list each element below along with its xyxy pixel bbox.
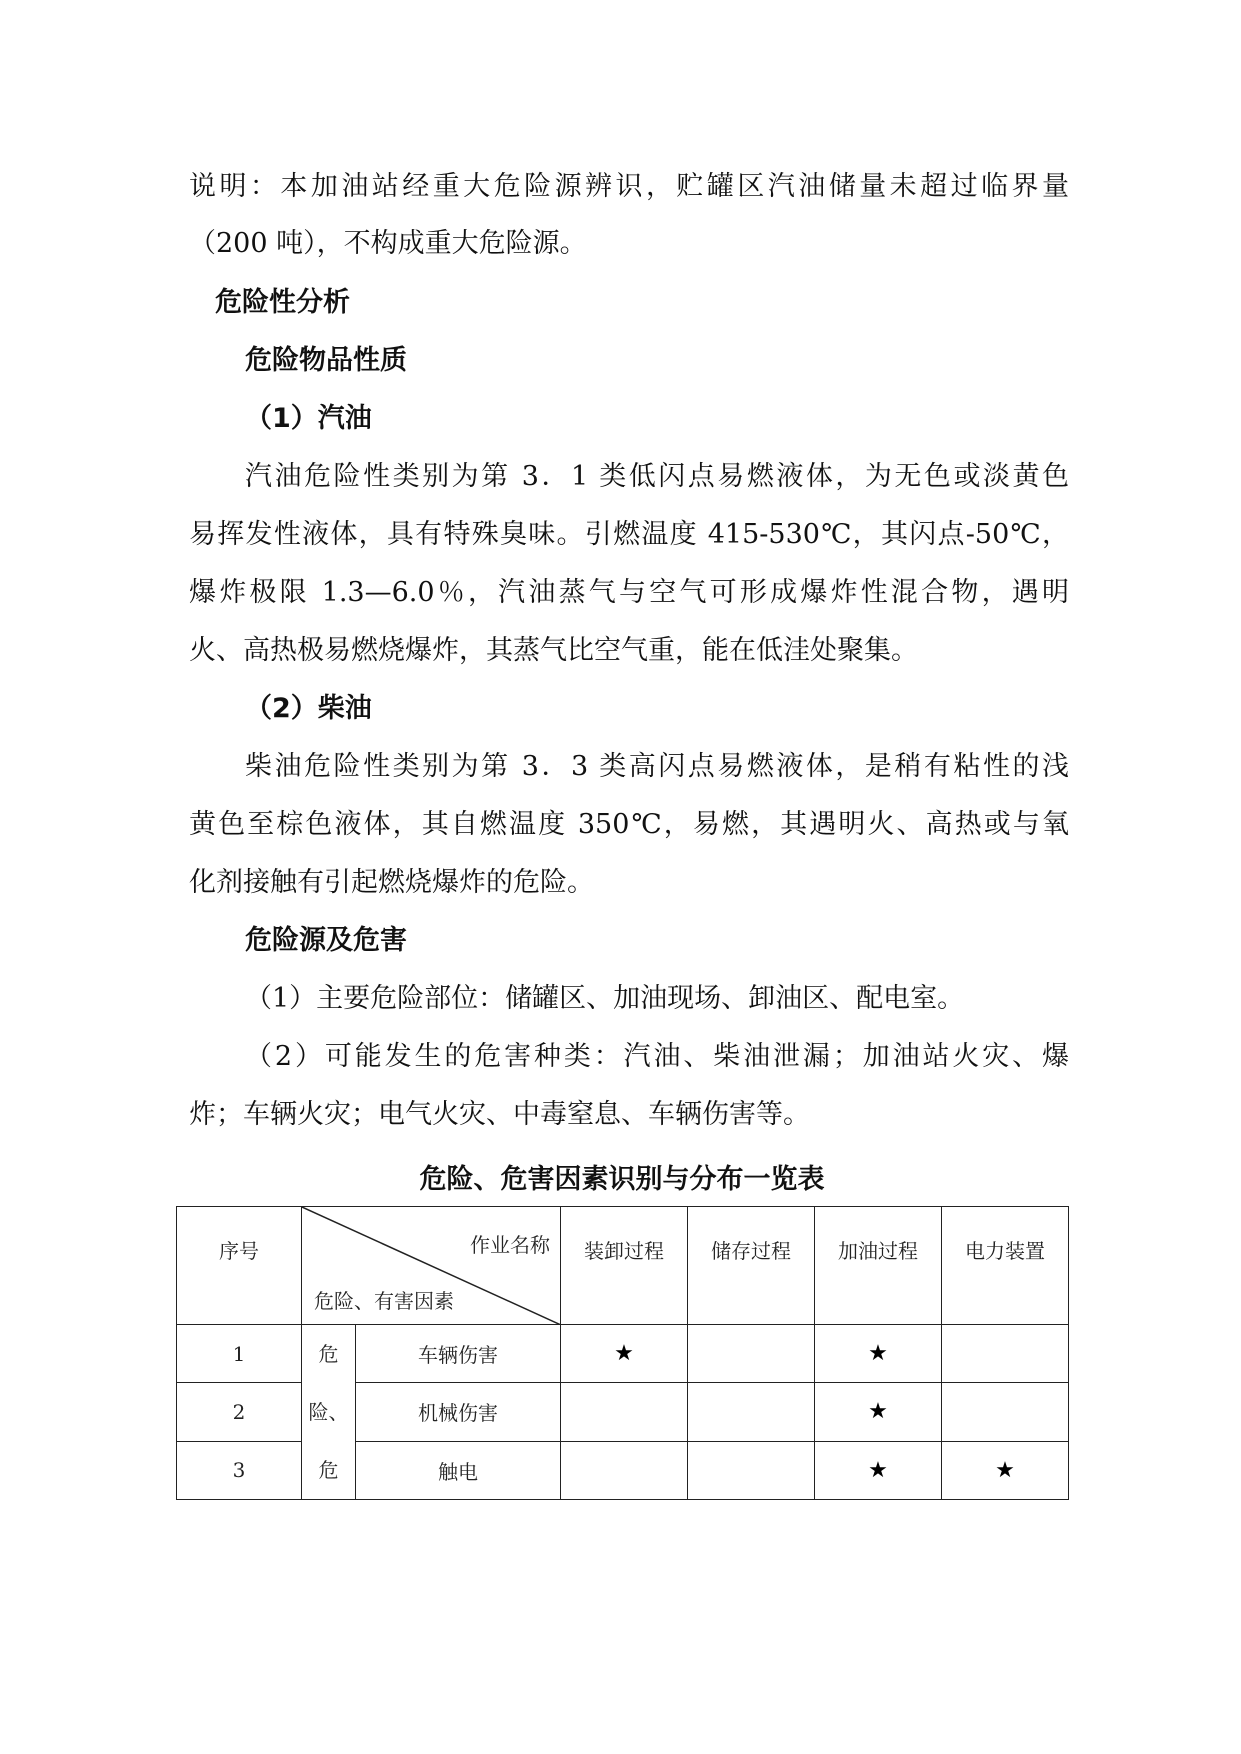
group-char: 险、 [308, 1400, 349, 1424]
header-operation-name: 作业名称 [470, 1233, 550, 1257]
table-header-row [177, 1207, 1069, 1325]
header-col-loading: 装卸过程 [561, 1207, 688, 1325]
gasoline-para-line-3: 爆炸极限 1.3—6.0％，汽油蒸气与空气可形成爆炸性混合物，遇明 [189, 577, 1069, 608]
gasoline-para-line-2: 易挥发性液体，具有特殊臭味。引燃温度 415-530℃，其闪点-50℃， [189, 519, 1069, 550]
hazard-locations-line: （1）主要危险部位：储罐区、加油现场、卸油区、配电室。 [245, 983, 965, 1014]
mark-cell: ★ [815, 1325, 942, 1383]
row-seq: 3 [177, 1441, 302, 1499]
group-char: 危 [318, 1342, 339, 1366]
heading-gasoline: （1）汽油 [245, 403, 372, 434]
table-title: 危险、危害因素识别与分布一览表 [419, 1164, 825, 1195]
row-hazard-name: 车辆伤害 [356, 1325, 561, 1383]
hazard-distribution-table [176, 1206, 1069, 1500]
gasoline-para-line-1: 汽油危险性类别为第 3．1 类低闪点易燃液体，为无色或淡黄色 [245, 461, 1069, 492]
mark-cell: ★ [561, 1325, 688, 1383]
diesel-para-line-1: 柴油危险性类别为第 3．3 类高闪点易燃液体，是稍有粘性的浅 [245, 751, 1069, 782]
header-seq: 序号 [177, 1207, 302, 1325]
group-label-cell [302, 1325, 356, 1500]
gasoline-para-line-4: 火、高热极易燃烧爆炸，其蒸气比空气重，能在低洼处聚集。 [189, 635, 918, 666]
table-row [177, 1325, 1069, 1383]
mark-cell [942, 1325, 1069, 1383]
row-seq: 1 [177, 1325, 302, 1383]
mark-cell [942, 1383, 1069, 1441]
mark-cell: ★ [942, 1441, 1069, 1499]
note-line-2: （200 吨），不构成重大危险源。 [189, 228, 587, 259]
mark-cell [561, 1441, 688, 1499]
group-char: 危 [318, 1458, 339, 1482]
heading-hazard-sources: 危险源及危害 [245, 925, 407, 956]
hazard-types-line-1: （2）可能发生的危害种类：汽油、柴油泄漏；加油站火灾、爆 [245, 1041, 1069, 1072]
diesel-para-line-2: 黄色至棕色液体，其自燃温度 350℃，易燃，其遇明火、高热或与氧 [189, 809, 1069, 840]
heading-diesel: （2）柴油 [245, 693, 372, 724]
header-col-storage: 储存过程 [688, 1207, 815, 1325]
note-line-1: 说明：本加油站经重大危险源辨识，贮罐区汽油储量未超过临界量 [189, 171, 1069, 202]
heading-risk-analysis: 危险性分析 [215, 287, 350, 318]
heading-hazardous-properties: 危险物品性质 [245, 345, 407, 376]
row-seq: 2 [177, 1383, 302, 1441]
header-diagonal-cell [302, 1207, 561, 1325]
header-col-electrical: 电力装置 [942, 1207, 1069, 1325]
diesel-para-line-3: 化剂接触有引起燃烧爆炸的危险。 [189, 867, 594, 898]
mark-cell [561, 1383, 688, 1441]
row-hazard-name: 触电 [356, 1441, 561, 1499]
mark-cell [688, 1383, 815, 1441]
hazard-types-line-2: 炸；车辆火灾；电气火灾、中毒窒息、车辆伤害等。 [189, 1099, 810, 1130]
row-hazard-name: 机械伤害 [356, 1383, 561, 1441]
header-hazard-factors: 危险、有害因素 [314, 1289, 454, 1313]
mark-cell [688, 1441, 815, 1499]
mark-cell: ★ [815, 1383, 942, 1441]
mark-cell: ★ [815, 1441, 942, 1499]
header-col-refueling: 加油过程 [815, 1207, 942, 1325]
mark-cell [688, 1325, 815, 1383]
